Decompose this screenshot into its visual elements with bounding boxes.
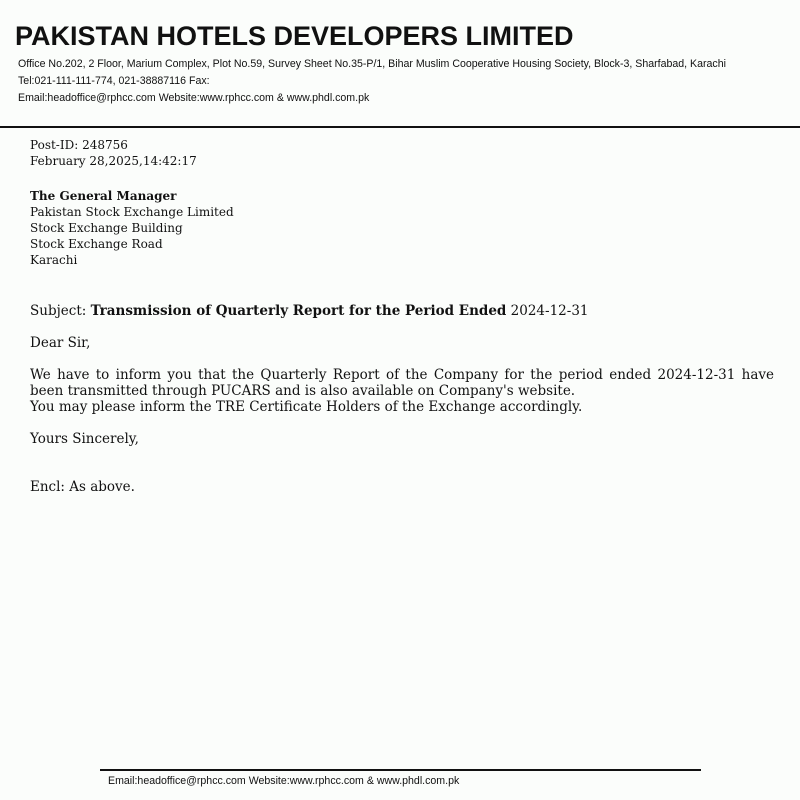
footer-contact: Email:headoffice@rphcc.com Website:www.rphcc.com & www.phdl.com.pk <box>108 775 460 787</box>
company-address: Office No.202, 2 Floor, Marium Complex, Plot No.59, Survey Sheet No.35-P/1, Bihar Muslim Cooperative Housing Society, Block-3, Sharfabad, Karachi <box>18 58 726 70</box>
recipient-line: Pakistan Stock Exchange Limited <box>30 205 234 219</box>
subject-title: Transmission of Quarterly Report for the Period Ended <box>90 303 507 319</box>
recipient-title: The General Manager <box>30 189 177 203</box>
closing: Yours Sincerely, <box>30 431 139 447</box>
enclosure: Encl: As above. <box>30 479 135 495</box>
footer-divider <box>100 769 701 771</box>
subject-label: Subject: <box>30 303 87 319</box>
company-telephone: Tel:021-111-111-774, 021-38887116 Fax: <box>18 75 210 87</box>
company-name: PAKISTAN HOTELS DEVELOPERS LIMITED <box>15 21 574 51</box>
recipient-block <box>30 188 234 268</box>
body-paragraph: We have to inform you that the Quarterly Report of the Company for the period ended 2024-12-31 have been transmitted through PUCARS and is also available on Company's website. <box>30 367 774 399</box>
salutation: Dear Sir, <box>30 335 91 351</box>
letterhead <box>0 0 800 128</box>
subject-date: 2024-12-31 <box>510 303 589 319</box>
company-contact: Email:headoffice@rphcc.com Website:www.rphcc.com & www.phdl.com.pk <box>18 92 370 104</box>
recipient-line: Karachi <box>30 253 78 267</box>
body-paragraph: You may please inform the TRE Certificate Holders of the Exchange accordingly. <box>30 399 583 415</box>
post-id: Post-ID: 248756 <box>30 138 128 152</box>
subject-line <box>30 303 589 319</box>
recipient-line: Stock Exchange Road <box>30 237 163 251</box>
recipient-line: Stock Exchange Building <box>30 221 183 235</box>
post-date: February 28,2025,14:42:17 <box>30 154 197 168</box>
letter-body <box>30 367 774 415</box>
